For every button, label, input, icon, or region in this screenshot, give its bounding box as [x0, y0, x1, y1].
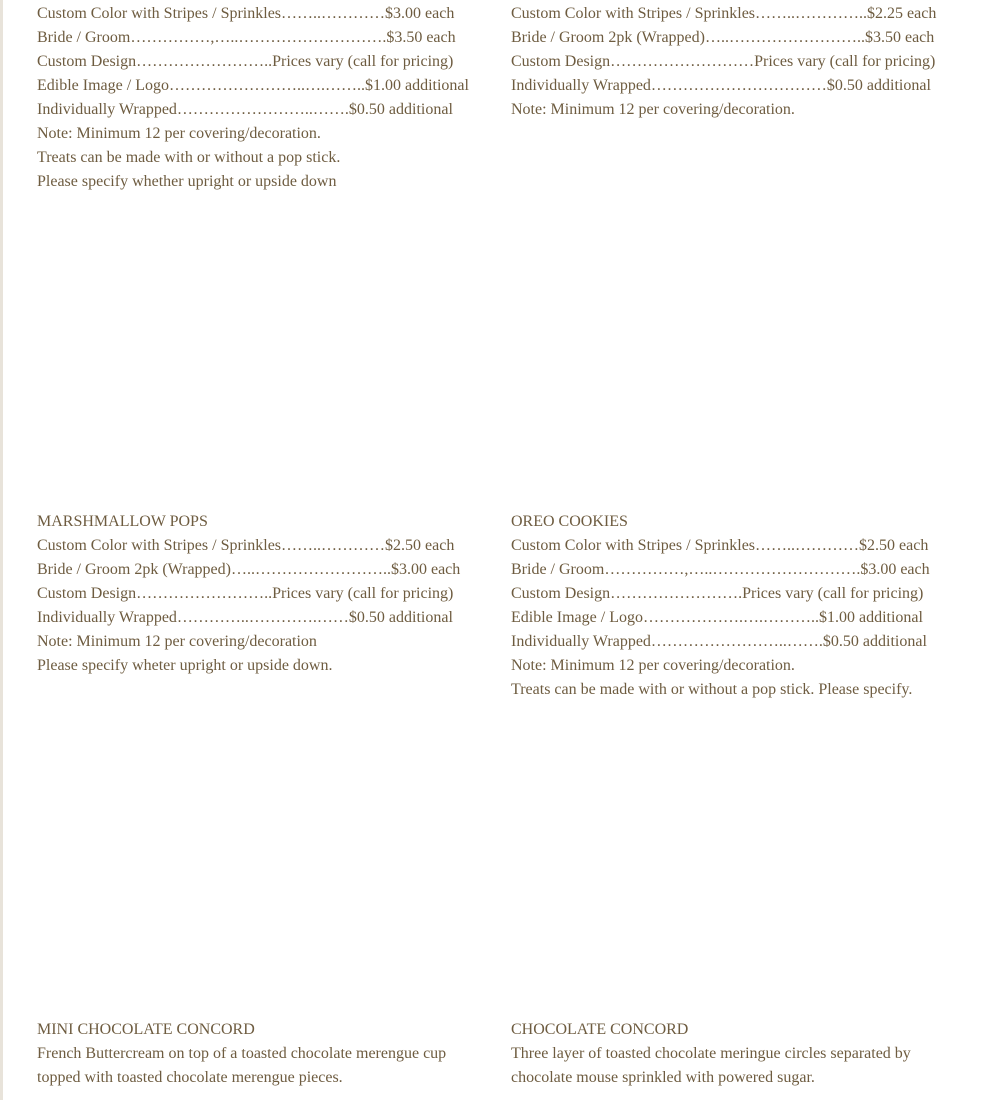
- oreo-cookies-section: [511, 510, 930, 702]
- price-line: Individually Wrapped…………..………….……$0.50 additional: [37, 609, 453, 626]
- price-line: Bride / Groom……………,…..……………………….$3.00 each: [511, 561, 930, 578]
- note-line: Note: Minimum 12 per covering/decoration.: [511, 657, 795, 674]
- price-line: Custom Design…………………….Prices vary (call for pricing): [511, 585, 924, 602]
- price-line: Individually Wrapped……………………..…….$0.50 additional: [511, 633, 927, 650]
- note-line: Treats can be made with or without a pop stick. Please specify.: [511, 681, 913, 698]
- price-line: Bride / Groom 2pk (Wrapped)…..……………………..$3.50 each: [511, 29, 935, 46]
- note-line: Please specify wheter upright or upside down.: [37, 657, 333, 674]
- mini-chocolate-concord-section: [37, 1018, 446, 1090]
- section-title: MINI CHOCOLATE CONCORD: [37, 1021, 255, 1038]
- description-line: French Buttercream on top of a toasted chocolate merengue cup: [37, 1045, 447, 1062]
- price-line: Individually Wrapped……………………………$0.50 additional: [511, 77, 931, 94]
- section-title: MARSHMALLOW POPS: [37, 513, 208, 530]
- top-right-price-list: [511, 2, 936, 122]
- price-line: Custom Design………………………Prices vary (call for pricing): [511, 53, 936, 70]
- price-line: Edible Image / Logo……………….….………..$1.00 additional: [511, 609, 923, 626]
- left-border-rule: [0, 0, 3, 1100]
- price-line: Custom Color with Stripes / Sprinkles……..…………$3.00 each: [37, 5, 455, 22]
- description-line: chocolate mouse sprinkled with powered sugar.: [511, 1069, 815, 1086]
- note-line: Treats can be made with or without a pop stick.: [37, 149, 341, 166]
- marshmallow-pops-section: [37, 510, 460, 678]
- section-title: OREO COOKIES: [511, 513, 628, 530]
- price-line: Custom Color with Stripes / Sprinkles……..…………..$2.25 each: [511, 5, 937, 22]
- price-line: Individually Wrapped……………………..…….$0.50 additional: [37, 101, 453, 118]
- note-line: Note: Minimum 12 per covering/decoration: [37, 633, 317, 650]
- note-line: Note: Minimum 12 per covering/decoration.: [37, 125, 321, 142]
- price-line: Edible Image / Logo……………………..….……..$1.00 additional: [37, 77, 469, 94]
- price-line: Custom Design……………………..Prices vary (call for pricing): [37, 53, 454, 70]
- note-line: Please specify whether upright or upside down: [37, 173, 337, 190]
- price-line: Custom Design……………………..Prices vary (call for pricing): [37, 585, 454, 602]
- price-line: Custom Color with Stripes / Sprinkles……..…………$2.50 each: [511, 537, 929, 554]
- section-title: CHOCOLATE CONCORD: [511, 1021, 689, 1038]
- note-line: Note: Minimum 12 per covering/decoration.: [511, 101, 795, 118]
- price-line: Bride / Groom 2pk (Wrapped)…..……………………..$3.00 each: [37, 561, 461, 578]
- price-line: Bride / Groom……………,…..……………………….$3.50 each: [37, 29, 456, 46]
- description-line: topped with toasted chocolate merengue pieces.: [37, 1069, 343, 1086]
- chocolate-concord-section: [511, 1018, 911, 1090]
- top-left-price-list: [37, 2, 469, 194]
- price-line: Custom Color with Stripes / Sprinkles……..…………$2.50 each: [37, 537, 455, 554]
- description-line: Three layer of toasted chocolate meringue circles separated by: [511, 1045, 911, 1062]
